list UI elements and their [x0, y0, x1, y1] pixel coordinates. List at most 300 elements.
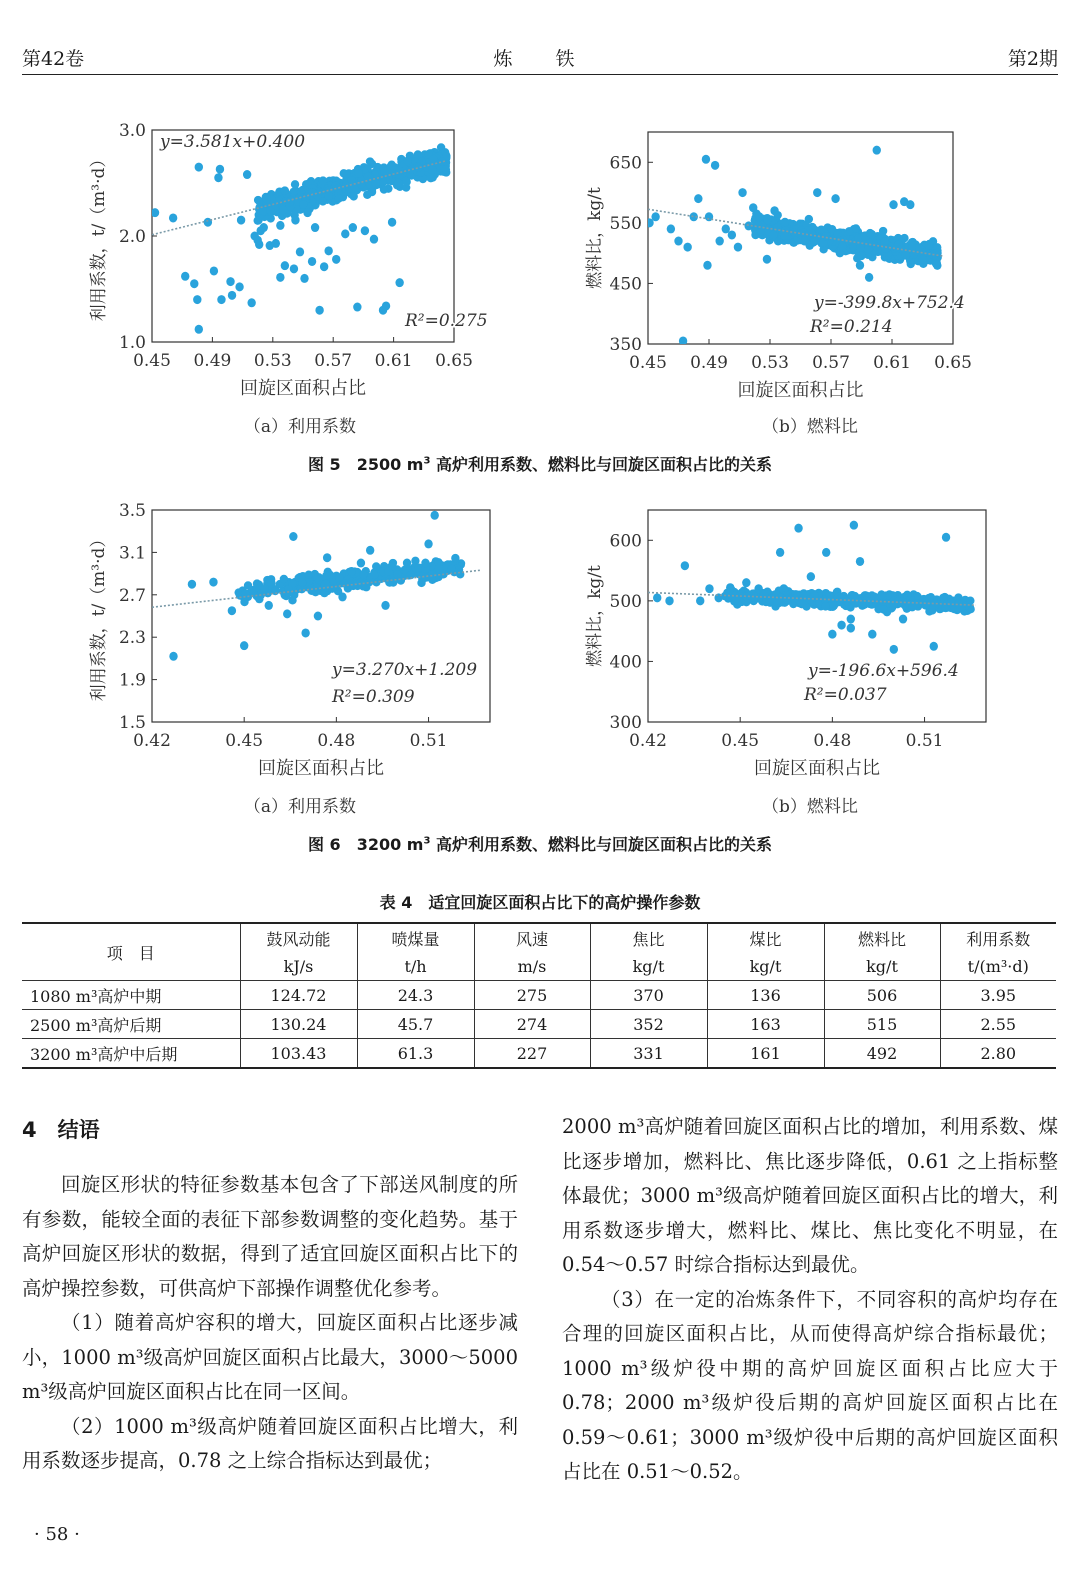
data-point	[665, 596, 673, 605]
x-tick-label: 0.65	[435, 351, 473, 371]
r-squared: R²=0.037	[804, 685, 887, 705]
data-point	[889, 200, 897, 209]
data-point	[694, 194, 702, 203]
table4	[22, 922, 1056, 1069]
data-point	[870, 593, 878, 601]
y-tick-label: 2.0	[118, 227, 146, 247]
data-point	[263, 194, 271, 203]
data-point	[254, 236, 262, 245]
data-point	[314, 612, 322, 621]
data-point	[428, 166, 436, 174]
data-point	[332, 255, 340, 264]
y-tick-label: 650	[609, 153, 642, 174]
data-point	[355, 169, 363, 177]
data-point	[214, 173, 222, 182]
data-point	[856, 243, 864, 251]
data-point	[266, 207, 274, 215]
data-point	[303, 208, 311, 217]
data-point	[866, 229, 874, 237]
data-point	[705, 584, 713, 593]
y-tick-label: 450	[609, 274, 642, 295]
data-point	[781, 218, 789, 226]
data-point	[674, 237, 682, 246]
page-number: · 58 ·	[34, 1524, 80, 1545]
data-point	[370, 235, 378, 244]
data-point	[667, 224, 675, 233]
data-point	[394, 178, 402, 186]
table-cell: 331	[590, 1039, 707, 1069]
data-point	[932, 259, 940, 267]
data-point	[384, 567, 392, 575]
data-point	[272, 239, 280, 248]
table-cell: 103.43	[240, 1039, 357, 1069]
chart-fig5a-utilization	[60, 120, 500, 410]
x-tick-label: 0.45	[629, 353, 667, 373]
data-point	[783, 595, 791, 603]
row-label: 1080 m³高炉中期	[22, 981, 240, 1010]
y-axis-label: 燃料比，kg/t	[585, 187, 605, 289]
table-cell: 61.3	[357, 1039, 474, 1069]
data-point	[755, 212, 763, 221]
data-point	[265, 601, 273, 610]
y-tick-label: 3.1	[118, 543, 146, 564]
data-point	[267, 579, 275, 587]
data-point	[873, 146, 881, 155]
table-cell: 352	[590, 1010, 707, 1039]
data-point	[890, 645, 898, 654]
data-point	[414, 150, 422, 158]
data-point	[894, 240, 902, 248]
data-point	[738, 188, 746, 197]
data-point	[209, 578, 217, 587]
column-header: 鼓风动能	[240, 923, 357, 952]
data-point	[323, 553, 331, 562]
page-header	[22, 40, 1058, 76]
data-point	[289, 532, 297, 541]
data-point	[681, 561, 689, 570]
data-point	[850, 521, 858, 530]
data-point	[235, 282, 243, 291]
data-point	[742, 578, 750, 587]
data-point	[807, 572, 815, 581]
y-tick-label: 400	[609, 652, 642, 673]
data-point	[226, 277, 234, 286]
header-rule	[22, 74, 1058, 75]
table-cell: 161	[707, 1039, 824, 1069]
data-point	[341, 229, 349, 238]
x-tick-label: 0.42	[629, 731, 667, 751]
r-squared: R²=0.309	[332, 687, 415, 707]
table-cell: 3.95	[940, 981, 1056, 1010]
column-header: 风速	[474, 923, 590, 952]
data-point	[298, 579, 306, 587]
data-point	[190, 279, 198, 288]
data-point	[696, 596, 704, 605]
data-point	[395, 278, 403, 287]
data-point	[424, 539, 432, 548]
column-unit: kg/t	[707, 952, 824, 981]
data-point	[195, 325, 203, 334]
data-point	[300, 274, 308, 283]
x-tick-label: 0.61	[873, 353, 911, 373]
data-point	[288, 596, 296, 604]
data-point	[403, 157, 411, 165]
data-point	[237, 216, 245, 225]
data-point	[966, 596, 974, 604]
data-point	[776, 548, 784, 557]
data-point	[857, 252, 865, 260]
section-heading: 4 结语	[22, 1118, 100, 1142]
x-tick-label: 0.48	[317, 731, 356, 751]
data-point	[283, 609, 291, 618]
data-point	[942, 533, 950, 542]
column-unit: kg/t	[824, 952, 940, 981]
data-point	[683, 243, 691, 252]
fig6a-caption: （a）利用系数	[243, 797, 357, 817]
fig5-title: 图 5 2500 $m^3$ 高炉利用系数、燃料比与回旋区面积占比的关系	[307, 455, 773, 474]
table-cell: 515	[824, 1010, 940, 1039]
y-tick-label: 1.9	[118, 670, 146, 691]
column-header: 煤比	[707, 923, 824, 952]
fig6-title: 图 6 3200 $m^3$ 高炉利用系数、燃料比与回旋区面积占比的关系	[307, 835, 773, 854]
data-point	[299, 200, 307, 208]
data-point	[338, 592, 346, 601]
column-unit: t/h	[357, 952, 474, 981]
data-point	[422, 573, 430, 581]
y-tick-label: 3.5	[118, 501, 146, 521]
data-point	[279, 206, 287, 214]
data-point	[276, 273, 284, 282]
data-point	[181, 272, 189, 281]
left-column	[22, 1168, 518, 1479]
data-point	[388, 218, 396, 227]
data-point	[430, 511, 438, 520]
data-point	[856, 261, 864, 270]
data-point	[247, 298, 255, 307]
table-cell: 227	[474, 1039, 590, 1069]
data-point	[836, 249, 844, 257]
data-point	[366, 546, 374, 555]
data-point	[325, 192, 333, 200]
data-point	[728, 230, 736, 239]
right-column	[562, 1110, 1058, 1490]
y-axis-label: 利用系数，t/（m³·d）	[89, 150, 109, 322]
data-point	[828, 630, 836, 639]
row-label: 2500 m³高炉后期	[22, 1010, 240, 1039]
data-point	[228, 606, 236, 615]
data-point	[851, 592, 859, 600]
column-unit: t/(m³·d)	[940, 952, 1056, 981]
data-point	[831, 194, 839, 203]
data-point	[361, 226, 369, 235]
data-point	[899, 615, 907, 624]
table-cell: 370	[590, 981, 707, 1010]
data-point	[291, 216, 299, 225]
data-point	[254, 216, 262, 224]
data-point	[847, 615, 855, 624]
table-cell: 45.7	[357, 1010, 474, 1039]
data-point	[451, 554, 459, 562]
y-tick-label: 3.0	[118, 121, 146, 141]
x-tick-label: 0.45	[133, 351, 171, 371]
data-point	[260, 223, 268, 232]
table-cell: 275	[474, 981, 590, 1010]
data-point	[357, 559, 365, 568]
table-row	[22, 1039, 1056, 1069]
table-cell: 24.3	[357, 981, 474, 1010]
table-cell: 130.24	[240, 1010, 357, 1039]
data-point	[947, 598, 955, 606]
x-tick-label: 0.53	[253, 351, 292, 371]
data-point	[715, 237, 723, 246]
data-point	[711, 161, 719, 170]
data-point	[868, 630, 876, 639]
chart-fig6b-fuel-ratio	[570, 498, 1000, 790]
column-unit: kg/t	[590, 952, 707, 981]
r-squared: R²=0.275	[405, 311, 488, 331]
x-tick-label: 0.49	[193, 351, 232, 371]
y-axis-label: 利用系数，t/（m³·d）	[89, 530, 109, 702]
data-point	[836, 594, 844, 602]
chart-fig6a-utilization	[60, 498, 500, 790]
data-point	[301, 628, 309, 637]
data-point	[794, 524, 802, 533]
data-point	[195, 163, 203, 172]
data-point	[240, 641, 248, 650]
y-tick-label: 2.3	[118, 628, 146, 649]
data-point	[403, 559, 411, 568]
y-tick-label: 550	[609, 213, 642, 234]
x-axis-label: 回旋区面积占比	[258, 758, 384, 779]
data-point	[320, 262, 328, 271]
table-cell: 492	[824, 1039, 940, 1069]
data-point	[380, 168, 388, 176]
x-tick-label: 0.48	[813, 731, 852, 751]
y-tick-label: 350	[609, 335, 642, 355]
x-tick-label: 0.65	[934, 353, 972, 373]
data-point	[734, 243, 742, 252]
data-point	[324, 246, 332, 255]
data-point	[281, 186, 289, 194]
data-point	[822, 548, 830, 557]
data-point	[296, 247, 304, 256]
data-point	[442, 165, 450, 173]
x-axis-label: 回旋区面积占比	[240, 378, 366, 399]
data-point	[260, 585, 268, 593]
data-point	[193, 295, 201, 304]
x-tick-label: 0.45	[225, 731, 264, 751]
paragraph: （2）1000 m³级高炉随着回旋区面积占比增大，利用系数逐步提高，0.78 之上综合指标达到最优；	[22, 1414, 518, 1472]
data-point	[243, 170, 251, 179]
x-axis-label: 回旋区面积占比	[754, 758, 880, 779]
data-point	[349, 192, 357, 200]
data-point	[380, 185, 388, 193]
paragraph: （3）在一定的冶炼条件下，不同容积的高炉均存在合理的回旋区面积占比，从而使得高炉综合指标最优；1000 m³级炉役中期的高炉回旋区面积占比应大于 0.78；2000 m³级炉役后期的高炉回旋区面积占比在 0.59～0.61；3000 m³级炉役中后期的高炉回旋区面积占比在 0.51～0.52。	[562, 1287, 1058, 1483]
x-tick-label: 0.42	[133, 731, 171, 751]
data-point	[188, 580, 196, 589]
y-tick-label: 300	[609, 713, 642, 733]
data-point	[382, 301, 390, 310]
fit-equation: y=-399.8x+752.4	[814, 293, 965, 313]
x-tick-label: 0.51	[905, 731, 944, 751]
column-unit: kJ/s	[240, 952, 357, 981]
table-cell: 2.80	[940, 1039, 1056, 1069]
data-point	[833, 230, 841, 238]
trend-line	[152, 161, 445, 235]
data-point	[335, 194, 343, 202]
data-point	[368, 188, 376, 196]
data-point	[348, 567, 356, 576]
issue-label: 第2期	[1007, 48, 1058, 70]
table-cell: 136	[707, 981, 824, 1010]
data-point	[847, 624, 855, 633]
data-point	[429, 155, 437, 163]
paragraph: （1）随着高炉容积的增大，回旋区面积占比逐步减小，1000 m³级高炉回旋区面积占比最大，3000～5000 m³级高炉回旋区面积占比在同一区间。	[22, 1311, 518, 1403]
fit-equation: y=-196.6x+596.4	[808, 661, 959, 681]
fit-equation: y=3.270x+1.209	[332, 660, 478, 680]
data-point	[315, 306, 323, 315]
data-point	[217, 295, 225, 304]
data-point	[826, 591, 834, 599]
data-point	[322, 580, 330, 588]
x-tick-label: 0.57	[812, 353, 850, 373]
data-point	[311, 223, 319, 232]
data-point	[308, 188, 316, 196]
x-tick-label: 0.49	[690, 353, 728, 373]
data-point	[281, 261, 289, 270]
data-point	[749, 203, 757, 212]
data-point	[800, 229, 808, 237]
table-cell: 2.55	[940, 1010, 1056, 1039]
data-point	[865, 273, 873, 282]
data-point	[653, 593, 661, 602]
data-point	[769, 231, 777, 239]
column-header: 燃料比	[824, 923, 940, 952]
data-point	[393, 570, 401, 578]
data-point	[322, 572, 330, 580]
data-point	[319, 176, 327, 184]
data-point	[651, 212, 659, 221]
column-header: 喷煤量	[357, 923, 474, 952]
data-point	[919, 255, 927, 263]
y-tick-label: 600	[609, 531, 642, 552]
data-point	[210, 266, 218, 275]
data-point	[879, 227, 887, 235]
x-tick-label: 0.51	[409, 731, 448, 751]
table-cell: 124.72	[240, 981, 357, 1010]
data-point	[898, 597, 906, 605]
data-point	[381, 601, 389, 610]
data-point	[908, 602, 916, 611]
y-axis-label: 燃料比，kg/t	[585, 565, 605, 667]
data-point	[435, 564, 443, 572]
data-point	[925, 594, 933, 602]
y-tick-label: 1.5	[118, 713, 146, 733]
table-row	[22, 1010, 1056, 1039]
table-cell: 274	[474, 1010, 590, 1039]
data-point	[852, 224, 860, 232]
data-point	[349, 223, 357, 232]
data-point	[925, 241, 933, 249]
data-point	[421, 559, 429, 568]
x-tick-label: 0.53	[751, 353, 789, 373]
data-point	[305, 570, 313, 578]
table-row	[22, 981, 1056, 1010]
data-point	[763, 255, 771, 264]
x-axis-label: 回旋区面积占比	[737, 380, 864, 401]
data-point	[915, 244, 923, 252]
data-point	[276, 221, 284, 230]
data-point	[280, 575, 288, 583]
y-tick-label: 2.7	[118, 585, 146, 606]
data-point	[906, 200, 914, 209]
data-point	[798, 600, 806, 608]
data-point	[930, 642, 938, 651]
data-point	[447, 565, 455, 573]
data-point	[702, 155, 710, 164]
fig5a-caption: （a）利用系数	[243, 417, 357, 437]
data-point	[308, 257, 316, 266]
data-point	[291, 180, 299, 188]
data-point	[780, 231, 788, 239]
data-point	[151, 208, 159, 217]
x-tick-label: 0.61	[374, 351, 413, 371]
column-header: 焦比	[590, 923, 707, 952]
data-point	[372, 179, 380, 187]
data-point	[402, 177, 410, 185]
data-point	[216, 165, 224, 174]
data-point	[838, 242, 846, 250]
data-point	[872, 242, 880, 250]
data-point	[821, 602, 829, 610]
data-point	[813, 188, 821, 197]
data-point	[754, 584, 762, 593]
data-point	[837, 621, 845, 630]
x-tick-label: 0.45	[721, 731, 760, 751]
volume-label: 第42卷	[22, 48, 85, 70]
data-point	[169, 652, 177, 661]
chart-fig5b-fuel-ratio	[570, 120, 1000, 410]
table-item-header: 项 目	[22, 923, 240, 981]
data-point	[763, 216, 771, 224]
data-point	[830, 601, 838, 609]
data-point	[370, 571, 378, 579]
data-point	[359, 570, 367, 578]
data-point	[877, 590, 885, 599]
fig5b-caption: （b）燃料比	[762, 417, 858, 437]
paragraph: 2000 m³高炉随着回旋区面积占比的增加，利用系数、煤比逐步增加，燃料比、焦比逐步降低，0.61 之上指标整体最优；3000 m³级高炉随着回旋区面积占比的增大，利用系数逐步增大，燃料比、煤比、焦比变化不明显，在 0.54～0.57 时综合指标达到最优。	[562, 1115, 1058, 1276]
data-point	[313, 574, 321, 582]
row-label: 3200 m³高炉中后期	[22, 1039, 240, 1069]
data-point	[879, 605, 887, 613]
data-point	[353, 303, 361, 312]
data-point	[169, 213, 177, 222]
data-point	[357, 180, 365, 188]
data-point	[770, 206, 778, 215]
data-point	[290, 264, 298, 273]
fig6b-caption: （b）燃料比	[762, 797, 858, 817]
data-point	[204, 218, 212, 227]
paragraph: 回旋区形状的特征参数基本包含了下部送风制度的所有参数，能较全面的表征下部参数调整的变化趋势。基于高炉回旋区形状的数据，得到了适宜回旋区面积占比下的高炉操控参数，可供高炉下部操作调整优化参考。	[22, 1173, 518, 1300]
journal-title: 炼 铁	[493, 48, 587, 70]
x-tick-label: 0.57	[314, 351, 353, 371]
data-point	[703, 261, 711, 270]
y-tick-label: 500	[609, 591, 642, 612]
fit-equation: y=3.581x+0.400	[160, 132, 306, 152]
r-squared: R²=0.214	[810, 317, 893, 337]
data-point	[228, 291, 236, 300]
column-header: 利用系数	[940, 923, 1056, 952]
